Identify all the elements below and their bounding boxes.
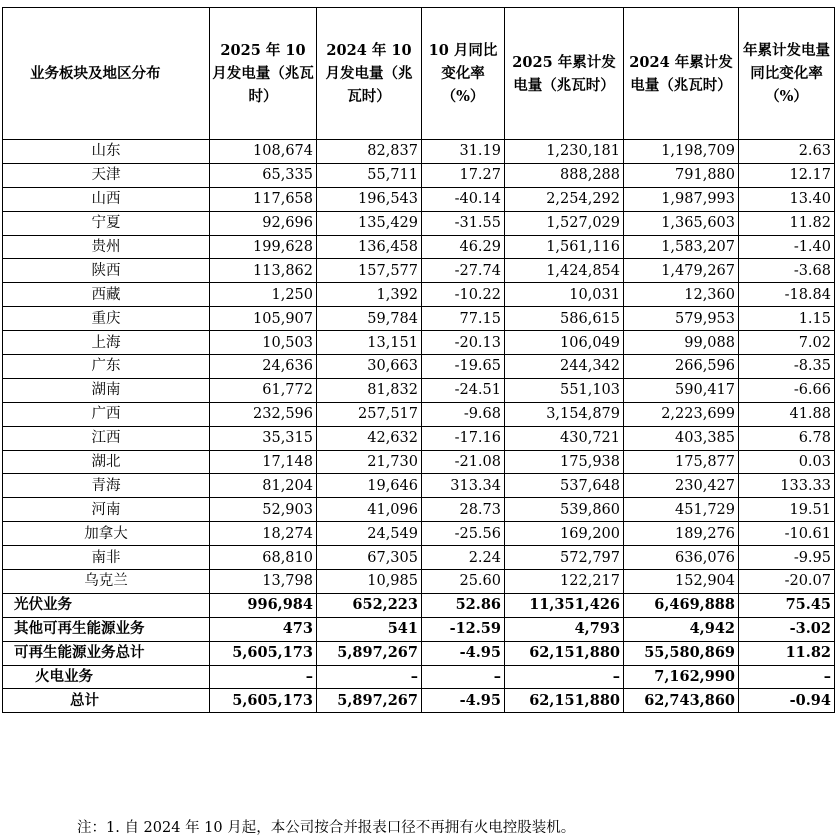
table-cell: 888,288 [505, 163, 624, 187]
table-cell: 77.15 [422, 307, 505, 331]
table-cell: 10,985 [317, 570, 422, 594]
table-cell: -18.84 [739, 283, 835, 307]
table-row [3, 426, 835, 450]
table-cell: 1,250 [210, 283, 317, 307]
summary-cell: -4.95 [422, 641, 505, 665]
table-cell: 1.15 [739, 307, 835, 331]
summary-cell: – [505, 665, 624, 689]
table-cell: 572,797 [505, 546, 624, 570]
table-cell: 133.33 [739, 474, 835, 498]
table-row [3, 570, 835, 594]
table-cell: 59,784 [317, 307, 422, 331]
summary-cell: 541 [317, 617, 422, 641]
table-cell: 81,204 [210, 474, 317, 498]
table-cell: 551,103 [505, 378, 624, 402]
summary-label: 火电业务 [3, 665, 210, 689]
table-cell: 196,543 [317, 187, 422, 211]
table-row [3, 211, 835, 235]
table-cell: -6.66 [739, 378, 835, 402]
table-cell: 99,088 [624, 331, 739, 355]
region-name: 湖南 [3, 378, 210, 402]
table-cell: -19.65 [422, 355, 505, 379]
table-cell: 175,877 [624, 450, 739, 474]
table-cell: 791,880 [624, 163, 739, 187]
summary-cell: 5,605,173 [210, 689, 317, 713]
summary-cell: – [422, 665, 505, 689]
summary-row [3, 593, 835, 617]
table-cell: 244,342 [505, 355, 624, 379]
table-cell: -25.56 [422, 522, 505, 546]
table-cell: 67,305 [317, 546, 422, 570]
table-cell: 12.17 [739, 163, 835, 187]
table-row [3, 163, 835, 187]
table-cell: 52,903 [210, 498, 317, 522]
table-cell: 28.73 [422, 498, 505, 522]
table-cell: 35,315 [210, 426, 317, 450]
table-cell: 2.24 [422, 546, 505, 570]
table-row [3, 140, 835, 164]
region-name: 乌克兰 [3, 570, 210, 594]
table-cell: 313.34 [422, 474, 505, 498]
table-cell: 46.29 [422, 235, 505, 259]
table-cell: -10.22 [422, 283, 505, 307]
table-cell: 266,596 [624, 355, 739, 379]
region-name: 天津 [3, 163, 210, 187]
summary-cell: – [210, 665, 317, 689]
table-row [3, 259, 835, 283]
region-name: 南非 [3, 546, 210, 570]
region-name: 宁夏 [3, 211, 210, 235]
header-oct-yoy: 10 月同比变化率（%） [422, 8, 505, 140]
table-cell: 21,730 [317, 450, 422, 474]
table-cell: -24.51 [422, 378, 505, 402]
table-cell: -27.74 [422, 259, 505, 283]
summary-cell: 4,942 [624, 617, 739, 641]
table-cell: 13,798 [210, 570, 317, 594]
summary-cell: 62,743,860 [624, 689, 739, 713]
table-cell: 65,335 [210, 163, 317, 187]
table-cell: 24,549 [317, 522, 422, 546]
table-cell: 2.63 [739, 140, 835, 164]
table-row [3, 546, 835, 570]
summary-cell: 11.82 [739, 641, 835, 665]
table-cell: -17.16 [422, 426, 505, 450]
summary-cell: 5,897,267 [317, 641, 422, 665]
region-name: 加拿大 [3, 522, 210, 546]
summary-cell: 4,793 [505, 617, 624, 641]
summary-cell: -0.94 [739, 689, 835, 713]
table-row [3, 187, 835, 211]
table-cell: 539,860 [505, 498, 624, 522]
table-row [3, 235, 835, 259]
summary-row [3, 641, 835, 665]
summary-cell: 996,984 [210, 593, 317, 617]
region-name: 江西 [3, 426, 210, 450]
summary-row [3, 689, 835, 713]
table-row [3, 498, 835, 522]
region-name: 上海 [3, 331, 210, 355]
region-name: 山东 [3, 140, 210, 164]
table-cell: 136,458 [317, 235, 422, 259]
footnote: 注：1. 自 2024 年 10 月起，本公司按合并报表口径不再拥有火电控股装机。 [77, 820, 576, 836]
table-cell: 13,151 [317, 331, 422, 355]
summary-cell: 62,151,880 [505, 689, 624, 713]
summary-label: 总计 [3, 689, 210, 713]
table-cell: -20.07 [739, 570, 835, 594]
table-row [3, 331, 835, 355]
table-cell: 403,385 [624, 426, 739, 450]
table-cell: 175,938 [505, 450, 624, 474]
summary-cell: -4.95 [422, 689, 505, 713]
table-cell: -9.95 [739, 546, 835, 570]
table-cell: 25.60 [422, 570, 505, 594]
region-name: 河南 [3, 498, 210, 522]
table-cell: 108,674 [210, 140, 317, 164]
summary-cell: 7,162,990 [624, 665, 739, 689]
table-cell: 11.82 [739, 211, 835, 235]
summary-row [3, 617, 835, 641]
table-row [3, 474, 835, 498]
table-cell: 106,049 [505, 331, 624, 355]
table-cell: 19,646 [317, 474, 422, 498]
table-cell: 13.40 [739, 187, 835, 211]
table-cell: 92,696 [210, 211, 317, 235]
table-cell: 1,392 [317, 283, 422, 307]
table-row [3, 283, 835, 307]
table-cell: 2,223,699 [624, 402, 739, 426]
summary-cell: 11,351,426 [505, 593, 624, 617]
table-cell: 6.78 [739, 426, 835, 450]
table-cell: 537,648 [505, 474, 624, 498]
table-cell: 10,503 [210, 331, 317, 355]
table-cell: 1,198,709 [624, 140, 739, 164]
table-cell: 1,479,267 [624, 259, 739, 283]
table-cell: 61,772 [210, 378, 317, 402]
table-cell: -10.61 [739, 522, 835, 546]
table-row [3, 402, 835, 426]
table-cell: -8.35 [739, 355, 835, 379]
table-cell: 232,596 [210, 402, 317, 426]
summary-cell: – [739, 665, 835, 689]
table-cell: 41.88 [739, 402, 835, 426]
table-cell: 199,628 [210, 235, 317, 259]
summary-cell: 55,580,869 [624, 641, 739, 665]
summary-cell: 652,223 [317, 593, 422, 617]
table-cell: 1,424,854 [505, 259, 624, 283]
header-2025-cum: 2025 年累计发电量（兆瓦时） [505, 8, 624, 140]
summary-cell: – [317, 665, 422, 689]
table-cell: 82,837 [317, 140, 422, 164]
table-cell: -1.40 [739, 235, 835, 259]
table-cell: 19.51 [739, 498, 835, 522]
table-cell: 157,577 [317, 259, 422, 283]
table-cell: 1,583,207 [624, 235, 739, 259]
header-2025-oct: 2025 年 10 月发电量（兆瓦时） [210, 8, 317, 140]
summary-label: 可再生能源业务总计 [3, 641, 210, 665]
table-row [3, 307, 835, 331]
table-cell: 1,365,603 [624, 211, 739, 235]
table-cell: 113,862 [210, 259, 317, 283]
table-cell: -20.13 [422, 331, 505, 355]
table-cell: 451,729 [624, 498, 739, 522]
header-cum-yoy: 年累计发电量同比变化率（%） [739, 8, 835, 140]
power-generation-table [2, 7, 835, 713]
table-cell: -31.55 [422, 211, 505, 235]
region-name: 山西 [3, 187, 210, 211]
table-cell: 230,427 [624, 474, 739, 498]
summary-cell: 52.86 [422, 593, 505, 617]
summary-cell: -12.59 [422, 617, 505, 641]
region-name: 重庆 [3, 307, 210, 331]
table-cell: -40.14 [422, 187, 505, 211]
table-cell: 68,810 [210, 546, 317, 570]
summary-cell: 75.45 [739, 593, 835, 617]
header-2024-cum: 2024 年累计发电量（兆瓦时） [624, 8, 739, 140]
table-cell: 55,711 [317, 163, 422, 187]
table-cell: 42,632 [317, 426, 422, 450]
table-row [3, 450, 835, 474]
table-cell: 152,904 [624, 570, 739, 594]
table-cell: 2,254,292 [505, 187, 624, 211]
table-cell: 1,527,029 [505, 211, 624, 235]
region-name: 湖北 [3, 450, 210, 474]
table-cell: 189,276 [624, 522, 739, 546]
table-cell: 0.03 [739, 450, 835, 474]
header-2024-oct: 2024 年 10 月发电量（兆瓦时） [317, 8, 422, 140]
summary-label: 其他可再生能源业务 [3, 617, 210, 641]
region-name: 广西 [3, 402, 210, 426]
table-cell: 24,636 [210, 355, 317, 379]
table-row [3, 378, 835, 402]
table-cell: 18,274 [210, 522, 317, 546]
region-name: 西藏 [3, 283, 210, 307]
table-cell: -21.08 [422, 450, 505, 474]
table-cell: 169,200 [505, 522, 624, 546]
table-cell: 12,360 [624, 283, 739, 307]
table-cell: 17,148 [210, 450, 317, 474]
table-cell: 1,561,116 [505, 235, 624, 259]
region-name: 陕西 [3, 259, 210, 283]
table-cell: -9.68 [422, 402, 505, 426]
summary-cell: 5,897,267 [317, 689, 422, 713]
table-cell: 7.02 [739, 331, 835, 355]
region-name: 贵州 [3, 235, 210, 259]
table-cell: 1,987,993 [624, 187, 739, 211]
table-cell: 30,663 [317, 355, 422, 379]
table-cell: 135,429 [317, 211, 422, 235]
summary-cell: -3.02 [739, 617, 835, 641]
region-name: 广东 [3, 355, 210, 379]
table-cell: 81,832 [317, 378, 422, 402]
region-name: 青海 [3, 474, 210, 498]
table-row [3, 355, 835, 379]
table-cell: 1,230,181 [505, 140, 624, 164]
summary-cell: 62,151,880 [505, 641, 624, 665]
table-row [3, 522, 835, 546]
table-cell: 3,154,879 [505, 402, 624, 426]
summary-row [3, 665, 835, 689]
table-cell: 17.27 [422, 163, 505, 187]
table-cell: 257,517 [317, 402, 422, 426]
summary-label: 光伏业务 [3, 593, 210, 617]
header-region: 业务板块及地区分布 [3, 8, 210, 140]
table-cell: 117,658 [210, 187, 317, 211]
table-cell: 636,076 [624, 546, 739, 570]
summary-cell: 5,605,173 [210, 641, 317, 665]
table-cell: 590,417 [624, 378, 739, 402]
table-cell: -3.68 [739, 259, 835, 283]
table-cell: 579,953 [624, 307, 739, 331]
summary-cell: 6,469,888 [624, 593, 739, 617]
summary-cell: 473 [210, 617, 317, 641]
table-cell: 31.19 [422, 140, 505, 164]
table-cell: 122,217 [505, 570, 624, 594]
header-row [3, 8, 835, 140]
table-cell: 430,721 [505, 426, 624, 450]
table-cell: 105,907 [210, 307, 317, 331]
table-cell: 10,031 [505, 283, 624, 307]
table-cell: 586,615 [505, 307, 624, 331]
table-cell: 41,096 [317, 498, 422, 522]
